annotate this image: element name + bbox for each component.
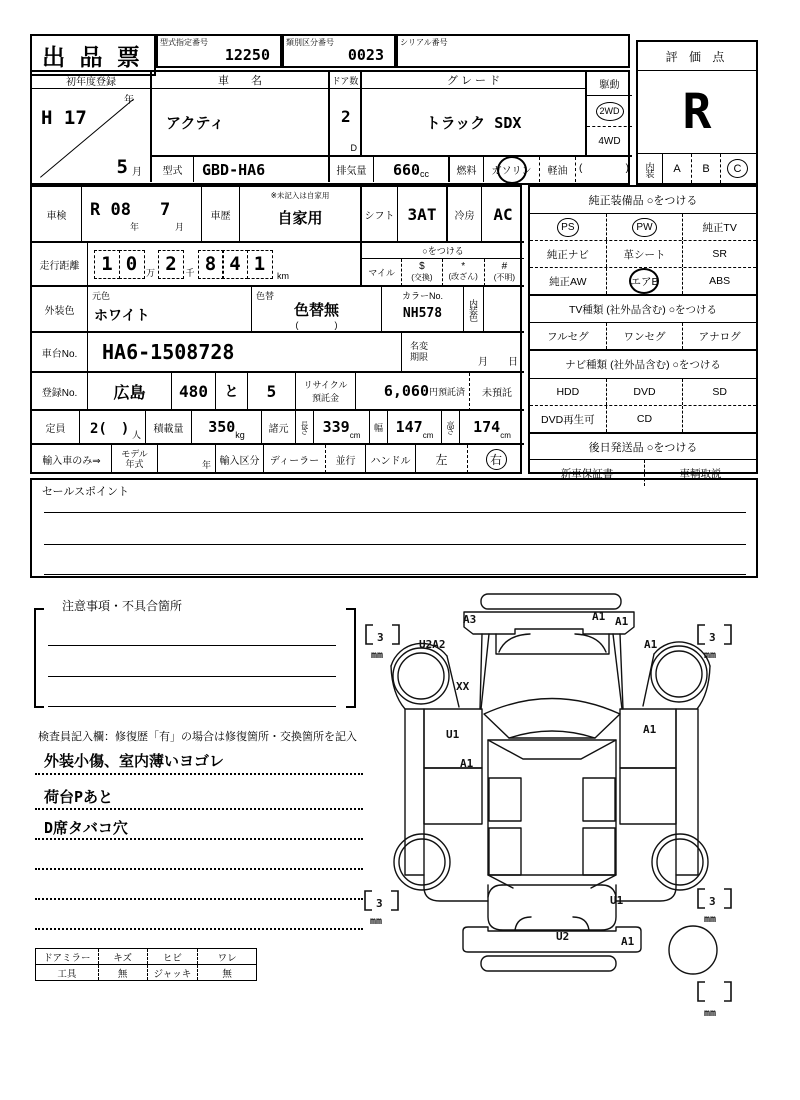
inspector-line-2: 荷台Pあと xyxy=(44,788,114,806)
car-damage-diagram xyxy=(363,586,761,1018)
navi-dvd: DVD xyxy=(607,379,684,405)
bracket-value-br: 3 xyxy=(709,895,716,908)
first-reg-year: H 17 xyxy=(41,107,87,129)
model-year-l2: 年式 xyxy=(125,459,144,469)
front-right-wheel xyxy=(651,646,707,702)
capacity-label: 定員 xyxy=(32,411,80,445)
shaken-cell xyxy=(82,187,202,243)
navi-hdd: HDD xyxy=(530,379,607,405)
mark-mile: マイル xyxy=(362,259,402,286)
equip-abs: ABS xyxy=(709,275,731,287)
evaluation-box xyxy=(636,40,758,185)
front-left-wheel xyxy=(393,648,449,704)
navi-sd: SD xyxy=(712,386,727,398)
width-label: 幅 xyxy=(370,411,388,445)
equip-pw-cell xyxy=(607,214,684,240)
shaken-label: 車検 xyxy=(32,187,82,243)
damage-code-u2a2: U2A2 xyxy=(419,638,446,651)
fuel-label: 燃料 xyxy=(450,157,484,182)
rear-bumper xyxy=(463,927,641,952)
fuel-gasoline: ガソリン xyxy=(491,166,532,177)
dotted-line xyxy=(35,868,363,870)
bracket-unit-tl: mm xyxy=(371,650,384,661)
inspector-line-1: 外装小傷、室内薄いヨゴレ xyxy=(44,752,225,770)
interior-option-b: B xyxy=(692,154,721,183)
mark-dollar-cell xyxy=(402,259,442,286)
serial-number-label: シリアル番号 xyxy=(400,38,448,47)
damage-code-a1-front2: A1 xyxy=(615,615,629,628)
mileage-label: 走行距離 xyxy=(32,243,88,287)
repaint-value: 色替無 xyxy=(293,302,339,319)
ac-value: AC xyxy=(482,187,524,243)
height-value: 174 xyxy=(473,418,501,436)
drive-2wd: 2WD xyxy=(599,106,620,116)
navi-cd: CD xyxy=(607,406,684,432)
equip-airbag: エアB xyxy=(630,275,659,288)
right-door xyxy=(620,709,676,768)
front-panel xyxy=(464,612,634,634)
model-year-unit: 年 xyxy=(201,460,211,470)
equip-pw: PW xyxy=(636,221,653,233)
import-parallel: 並行 xyxy=(326,445,366,473)
sheet-title: 出 品 票 xyxy=(42,43,144,70)
repaint-cell xyxy=(252,287,382,333)
length-label: 長さ xyxy=(296,411,314,445)
orig-color-label: 元色 xyxy=(92,291,111,301)
mileage-digit: 1 xyxy=(94,250,120,279)
damage-code-a3: A3 xyxy=(463,613,477,626)
fuel-gasoline-cell xyxy=(484,157,540,182)
paren-close: ) xyxy=(625,163,629,174)
shaken-year-unit: 年 xyxy=(130,222,140,232)
mark-hash-note: (不明) xyxy=(493,273,516,282)
tools-jack: ジャッキ xyxy=(148,965,199,980)
mark-star-note: (改ざん) xyxy=(448,272,478,281)
mileage-marks xyxy=(362,243,524,287)
height-cell xyxy=(460,411,524,445)
color-no-cell xyxy=(382,287,464,333)
mileage-man: 万 xyxy=(146,268,156,278)
car-name-label: 車 名 xyxy=(152,72,330,89)
load-unit: kg xyxy=(235,430,245,440)
recycle-l1: リサイクル xyxy=(303,380,348,390)
mark-dollar-note: (交換) xyxy=(411,273,433,282)
model-label: 型式 xyxy=(152,157,194,182)
repaint-paren: ( ) xyxy=(295,320,338,330)
capacity-cell xyxy=(80,411,146,445)
length-unit: cm xyxy=(349,431,361,440)
mark-hash: # xyxy=(501,261,508,272)
mileage-digit: 0 xyxy=(119,250,145,279)
equip-leather: 革シート xyxy=(607,241,684,267)
doors-unit: D xyxy=(350,143,357,153)
equip-header-1: 純正装備品 ○をつける xyxy=(530,187,756,214)
load-cell xyxy=(192,411,262,445)
ruled-line xyxy=(48,706,336,707)
ruled-line xyxy=(44,544,746,545)
interior-option-c: C xyxy=(733,162,742,175)
model-year-cell xyxy=(158,445,216,473)
inspector-header: 検査員記入欄：修復歴「有」の場合は修復箇所・交換箇所を記入 xyxy=(38,731,357,743)
model-value: GBD-HA6 xyxy=(194,157,330,182)
ruled-line xyxy=(48,676,336,677)
shaken-year: R 08 xyxy=(90,200,131,220)
circle-mark xyxy=(596,102,624,121)
mark-star-cell xyxy=(443,259,485,286)
equipment-panel xyxy=(528,185,758,480)
cab-roof xyxy=(484,699,620,739)
circle-mark xyxy=(557,218,578,237)
handle-label: ハンドル xyxy=(366,445,416,473)
navi-empty xyxy=(683,406,756,432)
mileage-sen: 千 xyxy=(185,268,195,278)
namehen-l2: 期限 xyxy=(409,352,428,362)
dotted-line xyxy=(35,898,363,900)
color-no-label: カラーNo. xyxy=(401,291,443,301)
bracket-unit-tr: mm xyxy=(704,650,717,661)
load-value: 350 xyxy=(208,418,236,436)
sales-point-box xyxy=(30,478,758,578)
recycle-none: 未預託 xyxy=(470,373,524,411)
doors-label: ドア数 xyxy=(330,72,362,89)
shift-label: シフト xyxy=(362,187,398,243)
serial-number-box xyxy=(396,34,630,68)
tools-none-2: 無 xyxy=(222,968,232,980)
first-reg-month: 5 xyxy=(116,156,128,178)
damage-code-u1-ldoor: U1 xyxy=(446,728,460,741)
fuel-diesel: 軽油 xyxy=(540,157,576,182)
ruled-line xyxy=(44,512,746,513)
ship-manual: 車輌取説 xyxy=(679,467,722,480)
interior-option-c-cell xyxy=(721,154,754,183)
length-value: 339 xyxy=(322,418,350,436)
equip-header-4: 後日発送品 ○をつける xyxy=(530,434,756,460)
class-code-box xyxy=(282,34,396,68)
sales-point-label: セールスポイント xyxy=(42,486,130,498)
circle-mark xyxy=(486,449,507,470)
rear-right-wheel xyxy=(652,834,708,890)
model-year-label xyxy=(112,445,158,473)
history-value: 自家用 xyxy=(277,210,323,227)
evaluation-header xyxy=(638,42,756,71)
height-unit: cm xyxy=(500,431,511,440)
repaint-label: 色替 xyxy=(256,291,275,301)
namehen-l1: 名変 xyxy=(409,341,428,351)
dotted-line xyxy=(35,838,363,840)
bracket-value-bl: 3 xyxy=(376,897,383,910)
width-unit: cm xyxy=(422,431,434,440)
dims-label: 諸元 xyxy=(262,411,296,445)
int-color-value-cell xyxy=(484,287,524,333)
tools-mirror: ドアミラー xyxy=(36,949,99,964)
front-bumper xyxy=(481,594,621,609)
shaken-month-unit: 月 xyxy=(175,222,185,232)
reg-num2: 5 xyxy=(248,373,296,411)
namehen-md-cell xyxy=(436,333,524,373)
dotted-line xyxy=(35,928,363,930)
equip-ps: PS xyxy=(561,221,575,233)
vehicle-main-table xyxy=(30,70,630,185)
rear-left-wheel xyxy=(394,834,450,890)
width-cell xyxy=(388,411,442,445)
navi-dvd-play: DVD再生可 xyxy=(530,406,607,432)
reg-label: 登録No. xyxy=(32,373,88,411)
damage-code-a1-rdoor: A1 xyxy=(643,723,657,736)
damage-code-a1-ldoor: A1 xyxy=(460,757,474,770)
bracket-left xyxy=(34,608,44,708)
dotted-line xyxy=(35,773,363,775)
damage-code-xx: XX xyxy=(456,680,470,693)
mark-hash-cell xyxy=(485,259,524,286)
color-no-value: NH578 xyxy=(402,306,443,321)
tv-oneseg: ワンセグ xyxy=(607,323,684,349)
doors-value: 2 xyxy=(341,107,351,126)
truck-bed xyxy=(488,740,616,875)
first-reg-cell xyxy=(32,89,152,182)
tv-fullseg: フルセグ xyxy=(530,323,607,349)
import-label: 輸入車のみ⇒ xyxy=(32,445,112,473)
ext-color-label: 外装色 xyxy=(32,287,88,333)
circle-mark xyxy=(497,156,527,184)
bracket-right xyxy=(346,608,356,708)
mileage-digit: 4 xyxy=(222,250,248,279)
damage-code-a1-rfender: A1 xyxy=(644,638,658,651)
capacity-unit: 人 xyxy=(131,430,141,440)
height-label: 高さ xyxy=(442,411,460,445)
mileage-digit: 2 xyxy=(158,250,184,279)
mark-star: * xyxy=(461,261,466,272)
shaken-month: 7 xyxy=(160,200,171,220)
mileage-unit: km xyxy=(277,271,290,281)
damage-code-a1-rear: A1 xyxy=(621,935,635,948)
recycle-l2: 預託金 xyxy=(311,393,339,403)
mark-header: ○をつける xyxy=(362,243,524,259)
tv-analog: アナログ xyxy=(698,330,741,343)
grade-value: トラック SDX xyxy=(362,89,587,157)
circle-mark xyxy=(727,159,748,178)
tools-table xyxy=(35,948,257,981)
displacement-label: 排気量 xyxy=(330,157,374,182)
chassis-label: 車台No. xyxy=(32,333,88,373)
length-cell xyxy=(314,411,370,445)
equip-airbag-cell xyxy=(607,268,684,294)
evaluation-grade: R xyxy=(638,71,756,154)
orig-color-cell xyxy=(88,287,252,333)
ruled-line xyxy=(44,574,746,575)
handle-right: 右 xyxy=(489,452,502,467)
namehen-label xyxy=(402,333,436,373)
detail-table xyxy=(30,185,522,474)
equip-aw: 純正AW xyxy=(530,268,607,294)
grade-label: グ レ ー ド xyxy=(362,72,587,89)
evaluation-label: 評 価 点 xyxy=(665,49,729,64)
equip-tv: 純正TV xyxy=(702,221,737,234)
interior-option-a: A xyxy=(663,154,692,183)
reg-kana: と xyxy=(216,373,248,411)
drive-2wd-cell xyxy=(587,96,632,127)
mark-dollar: $ xyxy=(419,261,425,272)
width-value: 147 xyxy=(395,418,423,436)
drive-label: 駆動 xyxy=(587,72,632,96)
mileage-digit: 8 xyxy=(198,250,224,279)
shift-value: 3AT xyxy=(398,187,448,243)
model-code-label: 型式指定番号 xyxy=(160,38,208,47)
drive-4wd: 4WD xyxy=(587,127,632,157)
load-label: 積載量 xyxy=(146,411,192,445)
ruled-line xyxy=(48,645,336,646)
ship-warranty: 新車保証書 xyxy=(530,460,645,486)
class-code-label: 類別区分番号 xyxy=(286,38,334,47)
bracket-unit-br: mm xyxy=(704,914,717,925)
namehen-md: 月 日 xyxy=(478,357,518,368)
paren-open: ( xyxy=(579,163,583,174)
recycle-fee-cell xyxy=(356,373,470,411)
history-note: ※未記入は自家用 xyxy=(270,191,330,200)
reg-num: 480 xyxy=(172,373,216,411)
equip-sr: SR xyxy=(712,248,727,260)
displacement-value: 660 xyxy=(392,160,421,179)
orig-color-value: ホワイト xyxy=(94,308,150,324)
inspector-line-3: D席タバコ穴 xyxy=(44,819,128,837)
displacement-unit: cc xyxy=(420,169,430,179)
circle-mark xyxy=(629,268,659,294)
import-type-label: 輸入区分 xyxy=(216,445,264,473)
model-code-box xyxy=(156,34,282,68)
mileage-digit: 1 xyxy=(247,250,273,279)
interior-grade-label: 内装 xyxy=(638,154,663,183)
displacement-cell xyxy=(374,157,450,182)
mileage-digits xyxy=(88,243,362,287)
tools-break: ワレ xyxy=(217,952,237,964)
reg-area: 広島 xyxy=(88,373,172,411)
model-code-value: 12250 xyxy=(224,46,270,64)
notes-label: 注意事項・不具合箇所 xyxy=(62,599,183,613)
handle-right-cell xyxy=(468,445,524,473)
bracket-unit-spare: mm xyxy=(704,1008,717,1018)
handle-left: 左 xyxy=(416,445,468,473)
tools-label: 工具 xyxy=(36,965,99,980)
tools-crack: ヒビ xyxy=(148,949,199,964)
import-dealer: ディーラー xyxy=(264,445,326,473)
equip-navi: 純正ナビ xyxy=(530,241,607,267)
equip-header-2: TV種類 (社外品含む) ○をつける xyxy=(530,296,756,323)
car-name-value: アクティ xyxy=(152,89,330,157)
recycle-fee: 6,060 xyxy=(383,382,429,400)
fuel-other-cell xyxy=(576,157,632,182)
tools-none-1: 無 xyxy=(99,965,148,980)
equip-ps-cell xyxy=(530,214,607,240)
recycle-label xyxy=(296,373,356,411)
first-reg-label: 初年度登録 xyxy=(32,72,152,89)
damage-code-u1-rear: U1 xyxy=(610,894,624,907)
equip-header-3: ナビ種類 (社外品含む) ○をつける xyxy=(530,351,756,379)
bracket-value-tr: 3 xyxy=(709,631,716,644)
tools-scratch: キズ xyxy=(99,949,148,964)
damage-code-a1-front1: A1 xyxy=(592,610,606,623)
class-code-value: 0023 xyxy=(347,46,384,64)
dotted-line xyxy=(35,808,363,810)
doors-cell xyxy=(330,89,362,157)
recycle-fee-suffix: 円預託済 xyxy=(428,386,465,397)
history-cell xyxy=(240,187,362,243)
bracket-unit-bl: mm xyxy=(370,916,383,927)
int-color-label: 内装色 xyxy=(464,287,484,333)
spare-tire xyxy=(669,926,717,974)
model-year-l1: モデル xyxy=(121,449,148,459)
first-reg-month-unit: 月 xyxy=(132,167,142,178)
capacity-value: 2( ) xyxy=(90,421,130,437)
bracket-value-tl: 3 xyxy=(377,631,384,644)
chassis-value: HA6-1508728 xyxy=(88,333,402,373)
damage-code-u2-rear: U2 xyxy=(556,930,570,943)
first-reg-year-unit: 年 xyxy=(124,95,134,106)
circle-mark xyxy=(632,218,656,237)
history-label: 車歴 xyxy=(202,187,240,243)
ac-label: 冷房 xyxy=(448,187,482,243)
